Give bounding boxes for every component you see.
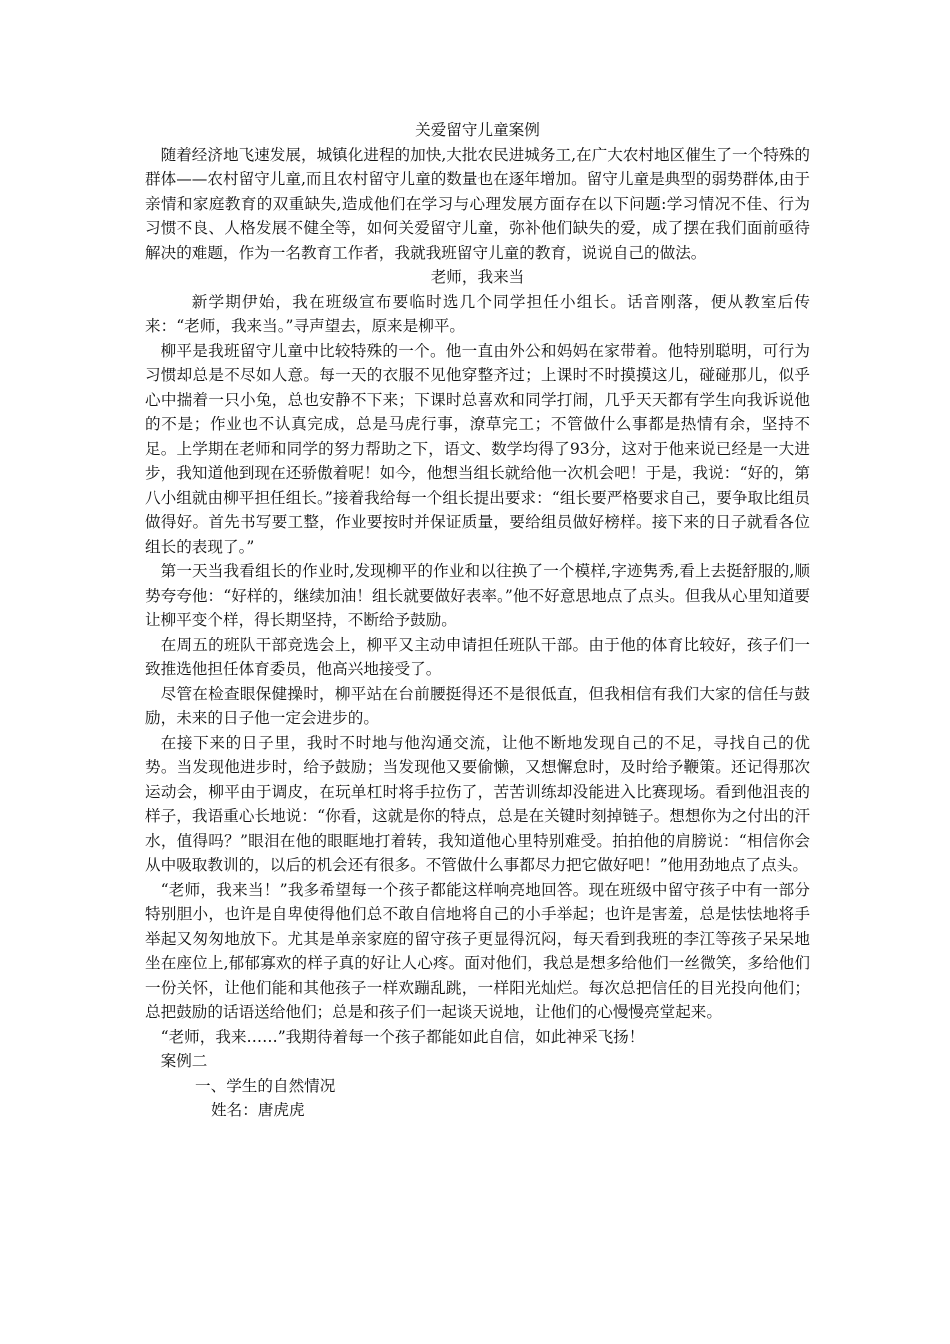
case2-student-name: 姓名：唐虎虎 [211,1101,305,1119]
section-title: 老师，我来当 [430,268,525,286]
intro-paragraph: 随着经济地飞速发展，城镇化进程的加快,大批农民进城务工,在广大农村地区催生了一个特殊的群体——农村留守儿童,而且农村留守儿童的数量也在逐年增加。留守儿童是典型的弱势群体,由于亲情和家庭教育的双重缺失,造成他们在学习与心理发展方面存在以下问题:学习情况不佳、行为习惯不良、人格发展不健全等，如何关爱留守儿童，弥补他们缺失的爱，成了摆在我们面前亟待解决的难题，作为一名教育工作者，我就我班留守儿童的教育，说说自己的做法。 [145,145,810,262]
case2-label: 案例二 [160,1052,208,1070]
paragraph: 新学期伊始，我在班级宣布要临时选几个同学担任小组长。话音刚落，便从教室后传来：“老师，我来当。”寻声望去，原来是柳平。 [145,292,810,335]
paragraph: 在周五的班队干部竞选会上，柳平又主动申请担任班队干部。由于他的体育比较好，孩子们一致推选他担任体育委员，他高兴地接受了。 [145,635,810,678]
paragraph: 在接下来的日子里，我时不时地与他沟通交流，让他不断地发现自己的不足，寻找自己的优势。当发现他进步时，给予鼓励；当发现他又要偷懒，又想懈怠时，及时给予鞭策。还记得那次运动会，柳平由于调皮，在玩单杠时将手拉伤了，苦苦训练却没能进入比赛现场。看到他沮丧的样子，我语重心长地说：“你看，这就是你的特点，总是在关键时刻掉链子。想想你为之付出的汗水，值得吗？”眼泪在他的眼眶地打着转，我知道他心里特别难受。拍拍他的肩膀说：“相信你会从中吸取教训的，以后的机会还有很多。不管做什么事都尽力把它做好吧！”他用劲地点了点头。 [145,733,810,874]
document-page [145,118,810,1123]
paragraph: “老师，我来……”我期待着每一个孩子都能如此自信，如此神采飞扬！ [160,1027,645,1046]
paragraph: 第一天当我看组长的作业时,发现柳平的作业和以往换了一个模样,字迹隽秀,看上去挺舒服的,顺势夸夸他：“好样的，继续加油！组长就要做好表率。”他不好意思地点了点头。但我从心里知道要让柳平变个样，得长期坚持，不断给予鼓励。 [145,562,810,629]
paragraph: 柳平是我班留守儿童中比较特殊的一个。他一直由外公和妈妈在家带着。他特别聪明，可行为习惯却总是不尽如人意。每一天的衣服不见他穿整齐过；上课时不时摸摸这儿，碰碰那儿，似乎心中揣着一只小兔，总也安静不下来；下课时总喜欢和同学打闹，几乎天天都有学生向我诉说他的不是；作业也不认真完成，总是马虎行事，潦草完工；不管做什么事都是热情有余，坚持不足。上学期在老师和同学的努力帮助之下，语文、数学均得了93分，这对于他来说已经是一大进步，我知道他到现在还骄傲着呢！如今，他想当组长就给他一次机会吧！于是，我说：“好的，第八小组就由柳平担任组长。”接着我给每一个组长提出要求：“组长要严格要求自己，要争取比组员做得好。首先书写要工整，作业要按时并保证质量，要给组员做好榜样。接下来的日子就看各位组长的表现了。” [145,341,810,556]
case2-section-heading: 一、学生的自然情况 [195,1076,336,1095]
paragraph: 尽管在检查眼保健操时，柳平站在台前腰挺得还不是很低直，但我相信有我们大家的信任与鼓励，未来的日子他一定会进步的。 [145,684,810,727]
paragraph: “老师，我来当！”我多希望每一个孩子都能这样响亮地回答。现在班级中留守孩子中有一部分特别胆小，也许是自卑使得他们总不敢自信地将自己的小手举起；也许是害羞，总是怯怯地将手举起又匆匆地放下。尤其是单亲家庭的留守孩子更显得沉闷，每天看到我班的李江等孩子呆呆地坐在座位上,郁郁寡欢的样子真的好让人心疼。面对他们，我总是想多给他们一丝微笑，多给他们一份关怀，让他们能和其他孩子一样欢蹦乱跳，一样阳光灿烂。每次总把信任的目光投向他们；总把鼓励的话语送给他们；总是和孩子们一起谈天说地，让他们的心慢慢亮堂起来。 [145,880,810,1021]
document-title: 关爱留守儿童案例 [415,121,540,139]
